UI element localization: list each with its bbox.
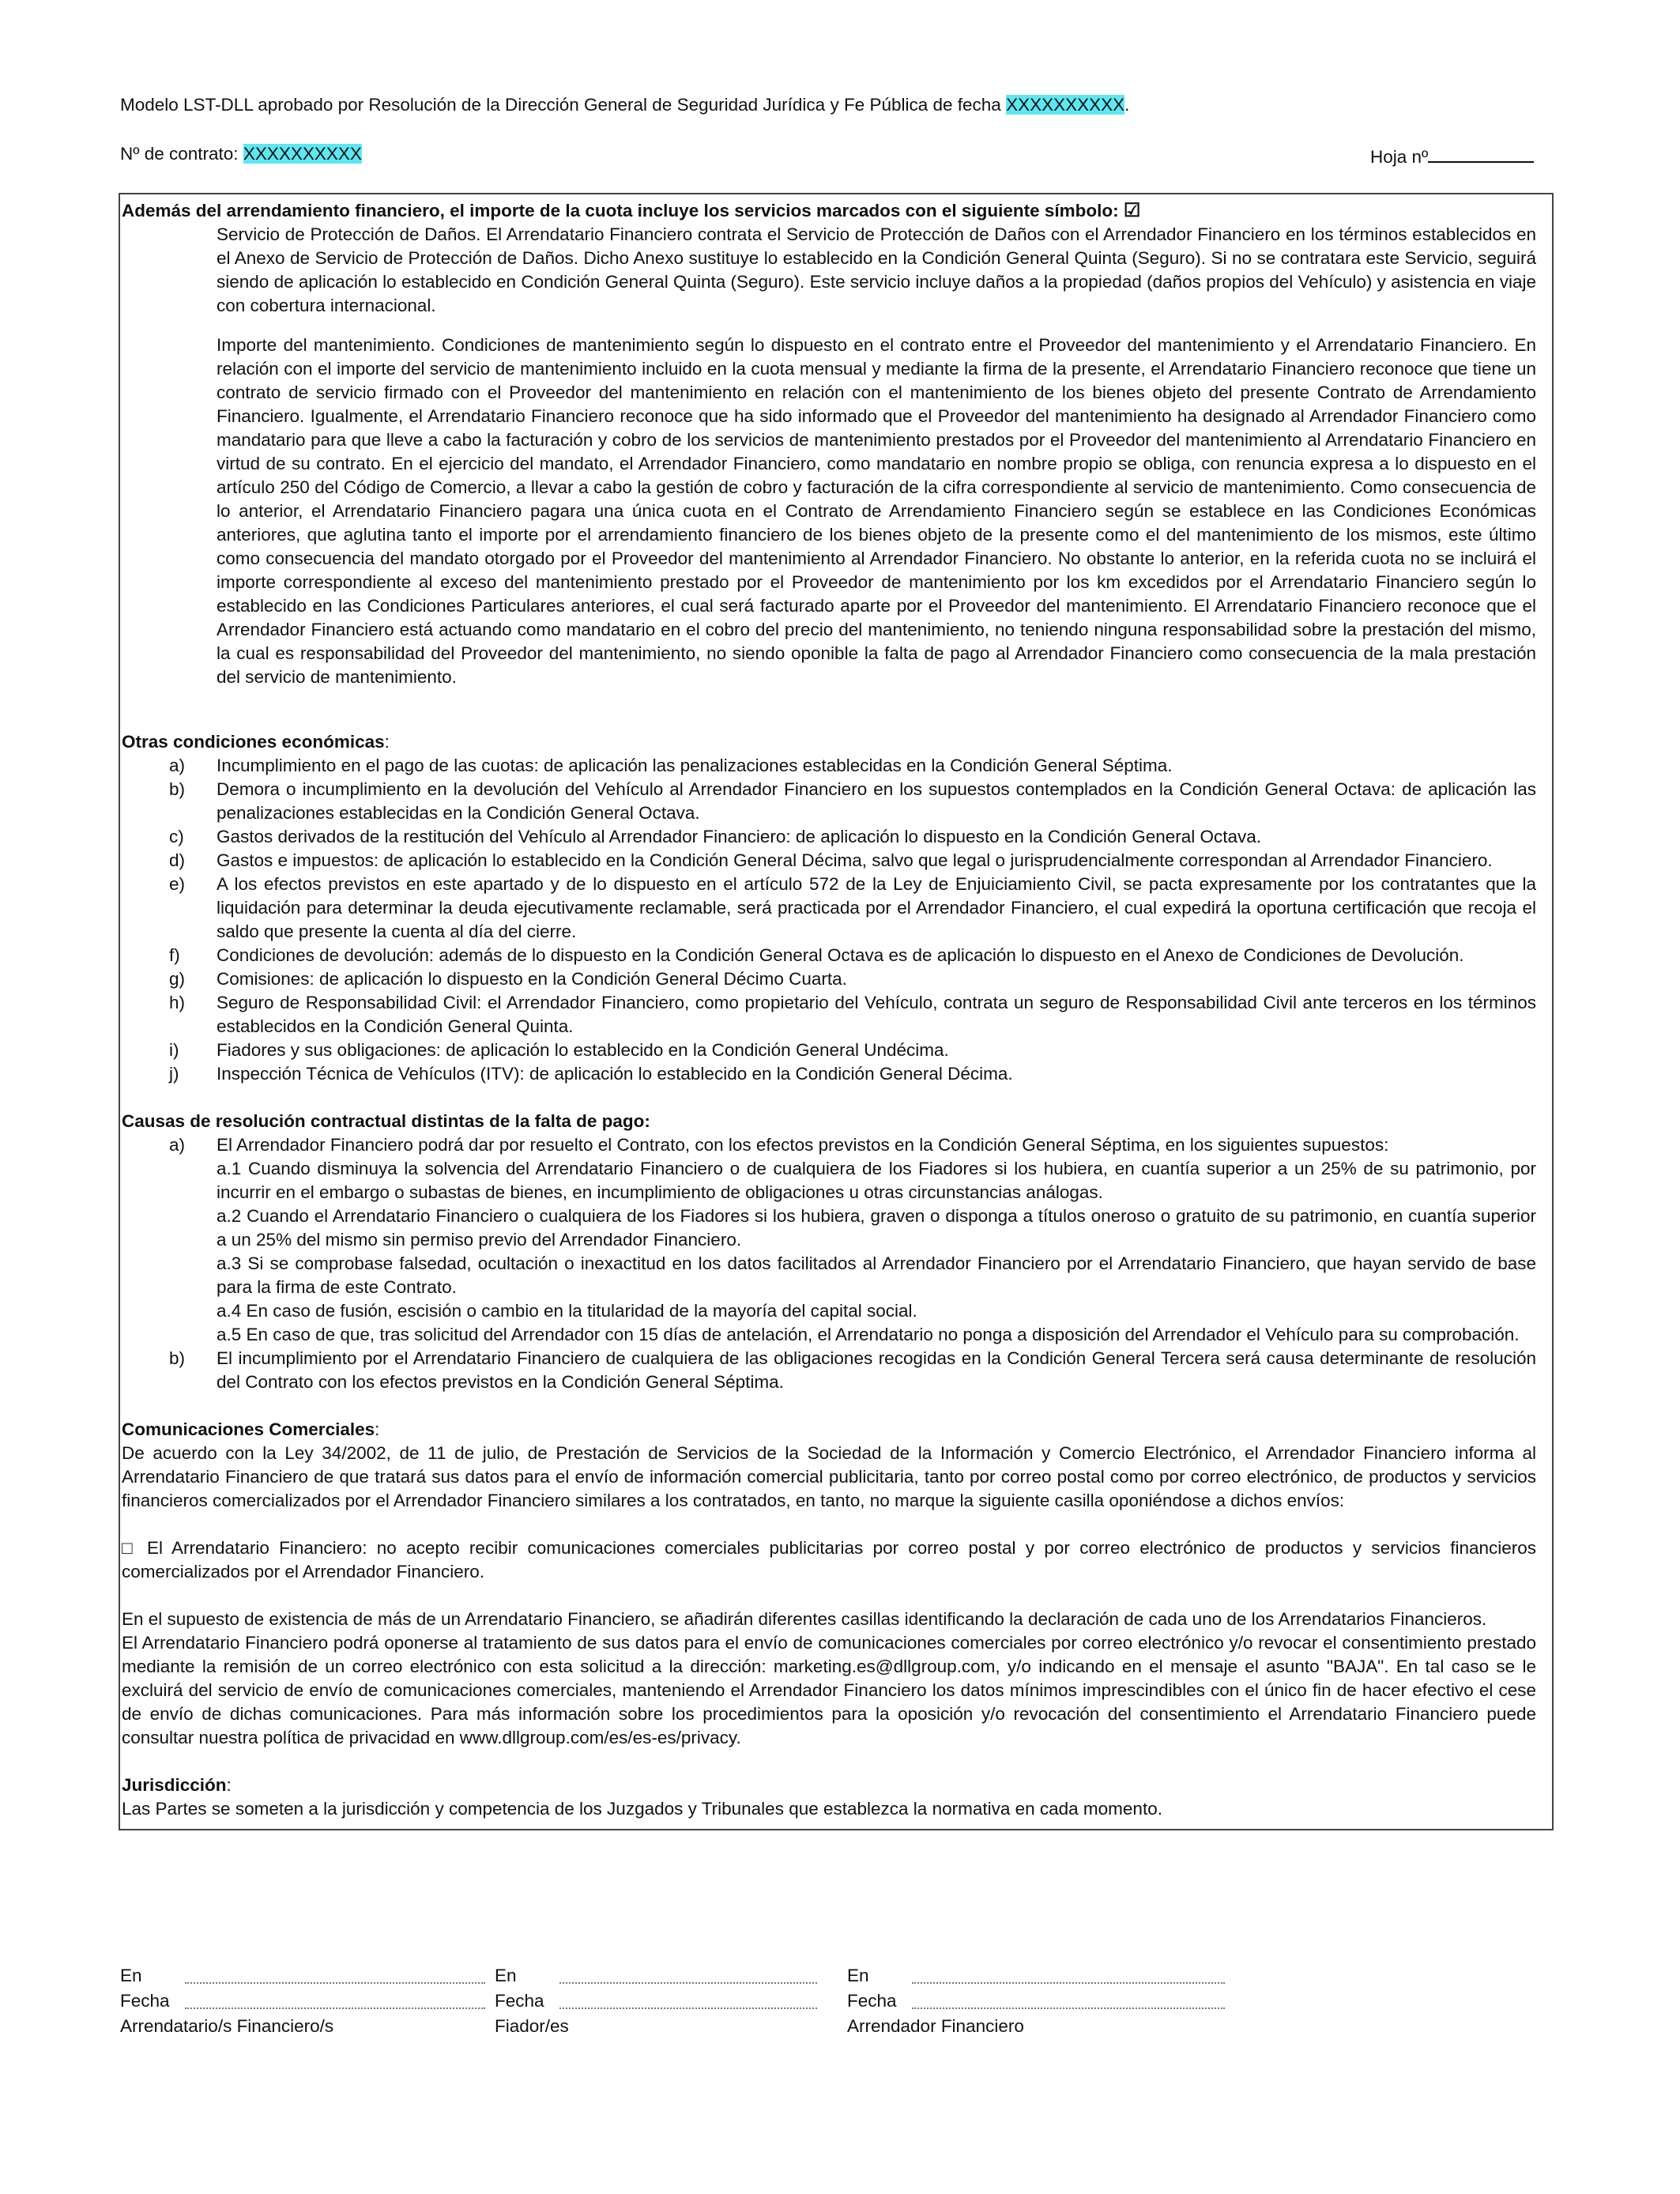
sheet-number-line xyxy=(1370,142,1534,169)
optout-checkbox[interactable]: □ xyxy=(122,1538,137,1558)
contract-label: Nº de contrato: xyxy=(120,144,243,164)
termination-sub-a3: a.3 Si se comprobase falsedad, ocultación o inexactitud en los datos facilitados al Arrendador Financiero por el Arrendatario Financiero, que hayan servido de base para la firma de este Contrato. xyxy=(217,1253,1536,1297)
place-blank[interactable] xyxy=(185,1982,485,1984)
list-item: c) Gastos derivados de la restitución del Vehículo al Arrendador Financiero: de aplicación lo dispuesto en la Condición General Octava. xyxy=(169,827,1262,846)
conditions-box xyxy=(119,193,1554,1830)
party-label: Arrendatario/s Financiero/s xyxy=(120,2016,334,2036)
termination-heading: Causas de resolución contractual distintas de la falta de pago: xyxy=(122,1111,650,1131)
sheet-label: Hoja nº xyxy=(1370,147,1429,167)
jurisdiction-text: Las Partes se someten a la jurisdicción y competencia de los Juzgados y Tribunales que establezca la normativa en cada momento. xyxy=(122,1799,1162,1819)
services-heading: Además del arrendamiento financiero, el importe de la cuota incluye los servicios marcados con el siguiente símbolo: ☑ xyxy=(122,200,1141,221)
model-text: Modelo LST-DLL aprobado por Resolución de la Dirección General de Seguridad Jurídica y Fe Pública de fecha xyxy=(120,95,1007,115)
list-item: f) Condiciones de devolución: además de lo dispuesto en la Condición General Octava es de aplicación lo dispuesto en el Anexo de Condiciones de Devolución. xyxy=(169,945,1464,965)
communications-intro: De acuerdo con la Ley 34/2002, de 11 de julio, de Prestación de Servicios de la Sociedad de la Información y Comercio Electrónico, el Arrendador Financiero informa al Arrendatario Financiero de que tratará sus datos para el envío de información comercial publicitaria, tanto por correo postal como por correo electrónico, de productos y servicios financieros comercializados por el Arrendador Financiero similares a los contratados, en tanto, no marque la siguiente casilla oponiéndose a dichos envíos: xyxy=(122,1443,1536,1510)
list-item: a) Incumplimiento en el pago de las cuotas: de aplicación las penalizaciones establecidas en la Condición General Séptima. xyxy=(169,756,1173,775)
list-item: h) Seguro de Responsabilidad Civil: el Arrendador Financiero, como propietario del Vehículo, contrata un seguro de Responsabilidad Civil ante terceros en los términos establecidos en la Condición General Quinta. xyxy=(169,993,1536,1036)
damage-protection-service: Servicio de Protección de Daños. El Arrendatario Financiero contrata el Servicio de Protección de Daños con el Arrendador Financiero en los términos establecidos en el Anexo de Servicio de Protección de Daños. Dicho Anexo sustituye lo establecido en la Condición General Quinta (Seguro). Si no se contratara este Servicio, seguirá siendo de aplicación lo establecido en Condición General Quinta (Seguro). Este servicio incluye daños a la propiedad (daños propios del Vehículo) y asistencia en viaje con cobertura internacional. xyxy=(217,224,1536,315)
party-label: Arrendador Financiero xyxy=(847,2016,1024,2036)
list-item: e) A los efectos previstos en este apartado y de lo dispuesto en el artículo 572 de la Ley de Enjuiciamiento Civil, se pacta expresamente por los contratantes que la liquidación para determinar la deuda ejecutivamente reclamable, será practicada por el Arrendador Financiero, el cual expedirá la oportuna certificación que recoja el saldo que presente la cuenta al día del cierre. xyxy=(169,874,1536,941)
termination-sub-a4: a.4 En caso de fusión, escisión o cambio en la titularidad de la mayoría del capital social. xyxy=(217,1301,917,1321)
signature-guarantor xyxy=(495,1963,817,2039)
place-label: En xyxy=(120,1966,142,1985)
list-item: g) Comisiones: de aplicación lo dispuesto en la Condición General Décimo Cuarta. xyxy=(169,969,847,989)
place-label: En xyxy=(495,1966,517,1985)
place-blank[interactable] xyxy=(912,1982,1225,1984)
termination-sub-a2: a.2 Cuando el Arrendatario Financiero o cualquiera de los Fiadores si los hubiera, graven o disponga a títulos oneroso o gratuito de su patrimonio, en cuantía superior a un 25% del mismo sin permiso previo del Arrendador Financiero. xyxy=(217,1206,1536,1250)
date-label: Fecha xyxy=(120,1991,170,2011)
economic-heading: Otras condiciones económicas: xyxy=(122,732,390,752)
sheet-number-blank xyxy=(1428,142,1534,163)
approval-date-placeholder: XXXXXXXXXX xyxy=(1006,95,1125,115)
termination-sub-a1: a.1 Cuando disminuya la solvencia del Arrendatario Financiero o de cualquiera de los Fiadores si los hubiera, en cuantía superior a un 25% de su patrimonio, por incurrir en el embargo o subastas de bienes, en incumplimiento de obligaciones u otras circunstancias análogas. xyxy=(217,1159,1536,1202)
date-label: Fecha xyxy=(847,1991,897,2011)
termination-item-a: a) El Arrendador Financiero podrá dar por resuelto el Contrato, con los efectos previstos en la Condición General Séptima, en los siguientes supuestos: xyxy=(169,1135,1389,1155)
place-label: En xyxy=(847,1966,869,1985)
termination-sub-a5: a.5 En caso de que, tras solicitud del Arrendador con 15 días de antelación, el Arrendatario no ponga a disposición del Arrendador el Vehículo para su comprobación. xyxy=(217,1325,1520,1344)
place-blank[interactable] xyxy=(559,1982,817,1984)
signature-lessor xyxy=(847,1963,1225,2039)
jurisdiction-heading: Jurisdicción: xyxy=(122,1775,232,1795)
economic-list xyxy=(122,754,1536,1086)
list-item: j) Inspección Técnica de Vehículos (ITV): de aplicación lo establecido en la Condición General Décima. xyxy=(169,1064,1013,1084)
objection-note: El Arrendatario Financiero podrá oponerse al tratamiento de sus datos para el envío de comunicaciones comerciales por correo electrónico y/o revocar el consentimiento prestado mediante la remisión de un correo electrónico con esta solicitud a la dirección: marketing.es@dllgroup.com, y/o indicando en el mensaje el asunto "BAJA". En tal caso se le excluirá del servicio de envío de comunicaciones comerciales, manteniendo el Arrendador Financiero los datos mínimos imprescindibles con el único fin de hacer efectivo el cese de envío de dichas comunicaciones. Para más información sobre los procedimientos para la oposición y/o revocación del consentimiento el Arrendatario Financiero puede consultar nuestra política de privacidad en www.dllgroup.com/es/es-es/privacy. xyxy=(122,1633,1536,1747)
termination-item-b: b) El incumplimiento por el Arrendatario Financiero de cualquiera de las obligaciones recogidas en la Condición General Tercera será causa determinante de resolución del Contrato con los efectos previstos en la Condición General Séptima. xyxy=(169,1348,1536,1392)
list-item: d) Gastos e impuestos: de aplicación lo establecido en la Condición General Décima, salvo que legal o jurisprudencialmente correspondan al Arrendador Financiero. xyxy=(169,850,1493,870)
date-label: Fecha xyxy=(495,1991,544,2011)
contract-number-line xyxy=(120,142,362,166)
signature-lessee xyxy=(120,1963,485,2039)
conditions-content xyxy=(122,199,1536,1821)
list-item: b) Demora o incumplimiento en la devolución del Vehículo al Arrendador Financiero en los supuestos contemplados en la Condición General Octava: de aplicación las penalizaciones establecidas en la Condición General Octava. xyxy=(169,779,1536,823)
date-blank[interactable] xyxy=(185,2007,485,2009)
communications-heading: Comunicaciones Comerciales: xyxy=(122,1419,380,1439)
contract-number-placeholder: XXXXXXXXXX xyxy=(243,144,362,164)
maintenance-service: Importe del mantenimiento. Condiciones de mantenimiento según lo dispuesto en el contrato entre el Proveedor del mantenimiento y el Arrendatario Financiero. En relación con el importe del servicio de mantenimiento incluido en la cuota mensual y mediante la firma de la presente, el Arrendatario Financiero reconoce que tiene un contrato de servicio firmado con el Proveedor del mantenimiento en relación con el mantenimiento de los bienes objeto del presente Contrato de Arrendamiento Financiero. Igualmente, el Arrendatario Financiero reconoce que ha sido informado que el Proveedor del mantenimiento ha designado al Arrendador Financiero como mandatario para que lleve a cabo la facturación y cobro de los servicios de mantenimiento prestados por el Proveedor del mantenimiento al Arrendatario Financiero en virtud de su contrato. En el ejercicio del mandato, el Arrendador Financiero, como mandatario en nombre propio se obliga, con renuncia expresa a lo dispuesto en el artículo 250 del Código de Comercio, a llevar a cabo la gestión de cobro y facturación de la cifra correspondiente al servicio de mantenimiento. Como consecuencia de lo anterior, el Arrendatario Financiero pagara una única cuota en el Contrato de Arrendamiento Financiero según se establece en las Condiciones Económicas anteriores, que aglutina tanto el importe por el arrendamiento financiero de los bienes objeto de la presente como el del mantenimiento de los mismos, este último como consecuencia del mandato otorgado por el Proveedor del mantenimiento al Arrendador Financiero. No obstante lo anterior, en la referida cuota no se incluirá el importe correspondiente al exceso del mantenimiento prestado por el Proveedor de mantenimiento por los km excedidos por el Arrendatario Financiero según lo establecido en las Condiciones Particulares anteriores, el cual será facturado aparte por el Proveedor del mantenimiento. El Arrendatario Financiero reconoce que el Arrendador Financiero está actuando como mandatario en el cobro del precio del mantenimiento, no teniendo ninguna responsabilidad sobre la prestación del mismo, la cual es responsabilidad del Proveedor del mantenimiento, no siendo oponible la falta de pago al Arrendador Financiero como consecuencia de la mala prestación del servicio de mantenimiento. xyxy=(217,335,1536,687)
date-blank[interactable] xyxy=(559,2007,817,2009)
model-approval-line xyxy=(120,93,1129,117)
multiple-lessees-note: En el supuesto de existencia de más de un Arrendatario Financiero, se añadirán diferentes casillas identificando la declaración de cada uno de los Arrendatarios Financieros. xyxy=(122,1609,1487,1629)
list-item: i) Fiadores y sus obligaciones: de aplicación lo establecido en la Condición General Undécima. xyxy=(169,1040,949,1060)
date-blank[interactable] xyxy=(912,2007,1225,2009)
model-end: . xyxy=(1124,95,1130,115)
marketing-optout: □ El Arrendatario Financiero: no acepto recibir comunicaciones comerciales publicitarias por correo postal y por correo electrónico de productos y servicios financieros comercializados por el Arrendador Financiero. xyxy=(122,1538,1537,1581)
checked-box-icon: ☑ xyxy=(1123,200,1141,221)
party-label: Fiador/es xyxy=(495,2016,569,2036)
